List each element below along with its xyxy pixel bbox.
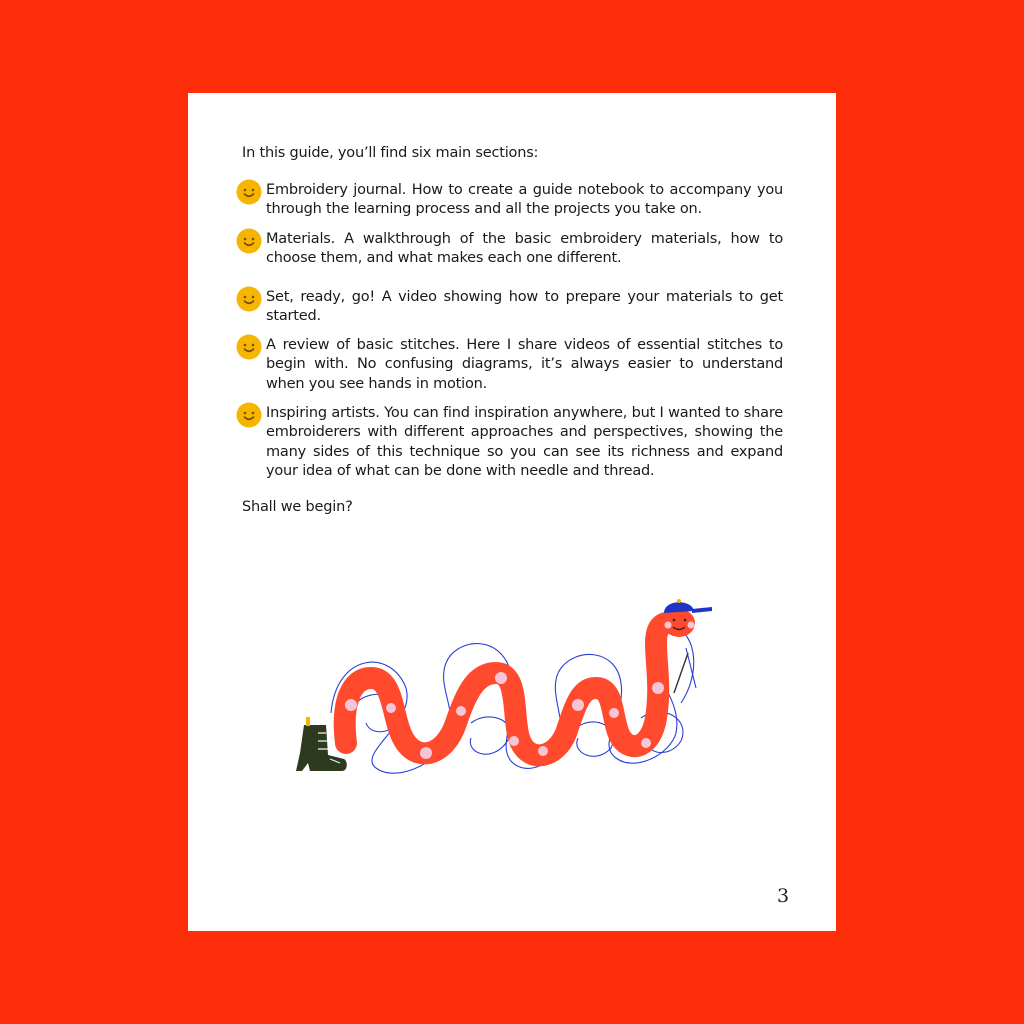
smiley-face-icon bbox=[236, 286, 262, 312]
document-page bbox=[188, 93, 836, 931]
closing-question: Shall we begin? bbox=[242, 499, 353, 515]
smiley-face-icon bbox=[236, 179, 262, 205]
worm-with-cap-and-boot-illustration bbox=[296, 593, 736, 793]
worm-body bbox=[345, 623, 674, 756]
cap-icon bbox=[664, 602, 694, 613]
intro-text: In this guide, you’ll find six main sections: bbox=[242, 145, 539, 161]
section-text-inspiring-artists: Inspiring artists. You can find inspiration anywhere, but I wanted to share embroiderers with different approaches and perspectives, showing the many sides of this technique so you can see its richness and expand your idea of what can be done with needle and thread. bbox=[266, 405, 783, 479]
section-text-basic-stitches: A review of basic stitches. Here I share videos of essential stitches to begin with. No confusing diagrams, it’s always easier to understand when you see hands in motion. bbox=[266, 337, 783, 392]
smiley-face-icon bbox=[236, 334, 262, 360]
page-number: 3 bbox=[776, 885, 790, 907]
needle-icon bbox=[674, 653, 688, 693]
smiley-face-icon bbox=[236, 402, 262, 428]
smiley-face-icon bbox=[236, 228, 262, 254]
section-text-set-ready-go: Set, ready, go! A video showing how to prepare your materials to get started. bbox=[266, 289, 783, 325]
section-text-materials: Materials. A walkthrough of the basic embroidery materials, how to choose them, and what makes each one different. bbox=[266, 231, 783, 267]
section-text-journal: Embroidery journal. How to create a guide notebook to accompany you through the learning process and all the projects you take on. bbox=[266, 182, 783, 218]
